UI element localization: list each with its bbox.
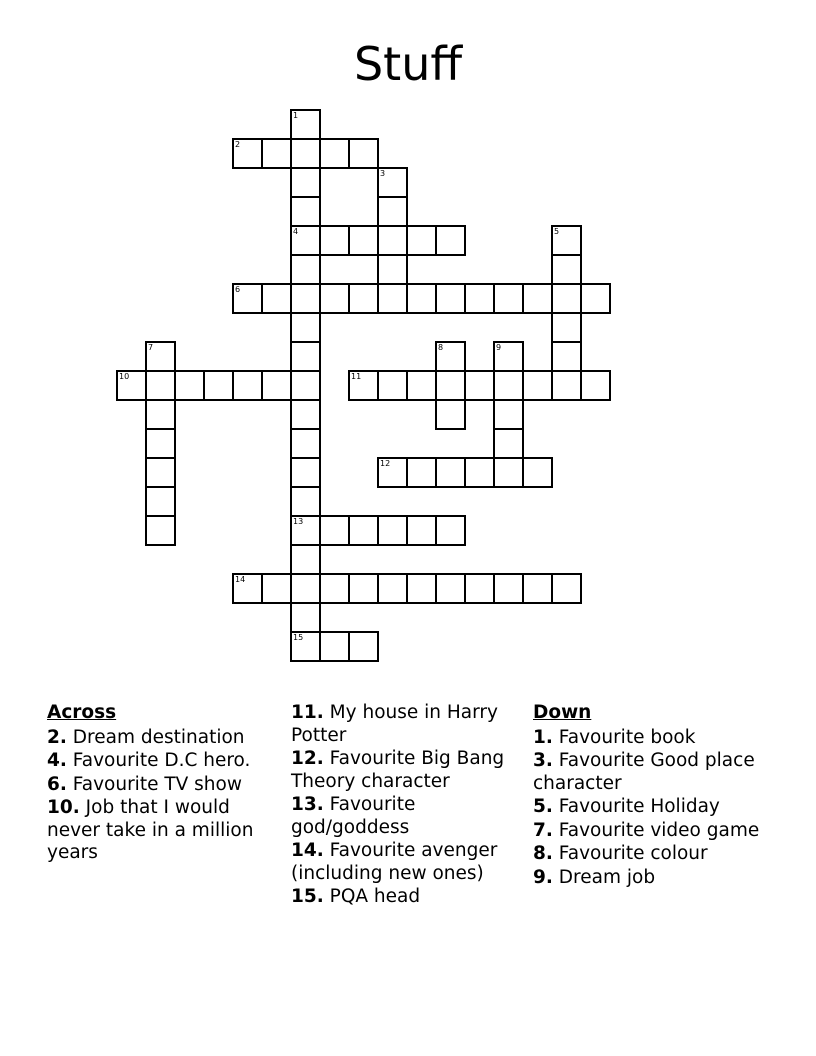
grid-cell[interactable] (551, 283, 582, 314)
grid-cell[interactable] (145, 370, 176, 401)
down-clues-column (533, 702, 773, 890)
grid-cell[interactable] (406, 457, 437, 488)
clue-number: 2 (235, 140, 241, 149)
grid-cell[interactable] (406, 573, 437, 604)
clue-item (533, 820, 773, 843)
clue-number: 4 (293, 227, 299, 236)
grid-cell[interactable] (232, 370, 263, 401)
grid-cell[interactable] (522, 573, 553, 604)
grid-cell[interactable] (493, 573, 524, 604)
grid-cell[interactable] (203, 370, 234, 401)
grid-cell[interactable] (290, 573, 321, 604)
clue-item-text: Favourite book (558, 726, 696, 748)
grid-cell[interactable] (319, 138, 350, 169)
grid-cell[interactable] (522, 457, 553, 488)
grid-cell[interactable] (551, 573, 582, 604)
clue-item-text: Dream job (558, 866, 656, 888)
grid-cell[interactable] (348, 138, 379, 169)
grid-cell[interactable] (377, 515, 408, 546)
grid-cell[interactable] (493, 457, 524, 488)
clue-number: 3 (380, 169, 386, 178)
grid-cell[interactable] (116, 370, 147, 401)
grid-cell[interactable] (232, 283, 263, 314)
clue-item-text: Favourite Good place character (533, 750, 755, 794)
grid-cell[interactable] (319, 515, 350, 546)
grid-cell[interactable] (377, 254, 408, 285)
clue-item-number: 10. (47, 797, 80, 818)
grid-cell[interactable] (348, 515, 379, 546)
grid-cell[interactable] (174, 370, 205, 401)
across-clues-column-2 (291, 702, 531, 910)
clue-number: 12 (380, 459, 391, 468)
across-heading: Across (47, 702, 117, 723)
clue-item-number: 7. (533, 819, 553, 841)
grid-cell[interactable] (493, 283, 524, 314)
clue-item-text: PQA head (329, 886, 421, 907)
grid-cell[interactable] (464, 457, 495, 488)
grid-cell[interactable] (377, 370, 408, 401)
grid-cell[interactable] (145, 428, 176, 459)
grid-cell[interactable] (290, 544, 321, 575)
grid-cell[interactable] (406, 515, 437, 546)
clue-item-number: 2. (47, 726, 67, 748)
grid-cell[interactable] (145, 515, 176, 546)
clue-item-number: 4. (47, 750, 67, 771)
clue-number: 5 (554, 227, 560, 236)
clue-item (291, 886, 531, 909)
clue-item-text: Favourite D.C hero. (72, 750, 251, 771)
clue-item-number: 8. (533, 843, 553, 864)
clue-number: 14 (235, 575, 246, 584)
grid-cell[interactable] (435, 283, 466, 314)
grid-cell[interactable] (348, 573, 379, 604)
grid-cell[interactable] (290, 486, 321, 517)
grid-cell[interactable] (290, 109, 321, 140)
grid-cell[interactable] (290, 631, 321, 662)
grid-cell[interactable] (232, 138, 263, 169)
clue-item-text: Favourite god/goddess (291, 794, 416, 838)
clue-item-number: 6. (47, 773, 67, 795)
grid-cell[interactable] (145, 341, 176, 372)
grid-cell[interactable] (290, 370, 321, 401)
grid-cell[interactable] (290, 225, 321, 256)
grid-cell[interactable] (406, 225, 437, 256)
clue-item-number: 9. (533, 866, 553, 888)
grid-cell[interactable] (493, 341, 524, 372)
grid-cell[interactable] (406, 283, 437, 314)
grid-cell[interactable] (493, 399, 524, 430)
clue-item-text: Dream destination (72, 726, 245, 748)
grid-cell[interactable] (377, 283, 408, 314)
clue-item-number: 14. (291, 840, 324, 861)
grid-cell[interactable] (145, 399, 176, 430)
clue-item (47, 750, 287, 773)
grid-cell[interactable] (493, 428, 524, 459)
grid-cell[interactable] (319, 631, 350, 662)
grid-cell[interactable] (435, 370, 466, 401)
grid-cell[interactable] (464, 283, 495, 314)
clue-item-number: 11. (291, 702, 324, 723)
grid-cell[interactable] (290, 602, 321, 633)
crossword-grid (117, 110, 639, 661)
grid-cell[interactable] (319, 225, 350, 256)
grid-cell[interactable] (377, 573, 408, 604)
clue-item-number: 3. (533, 750, 553, 771)
grid-cell[interactable] (464, 573, 495, 604)
clue-item (533, 750, 773, 795)
grid-cell[interactable] (261, 283, 292, 314)
grid-cell[interactable] (290, 457, 321, 488)
grid-cell[interactable] (290, 167, 321, 198)
clue-item-text: Favourite colour (558, 843, 708, 864)
grid-cell[interactable] (580, 370, 611, 401)
grid-cell[interactable] (435, 399, 466, 430)
grid-cell[interactable] (522, 370, 553, 401)
clue-item (291, 794, 531, 839)
grid-cell[interactable] (290, 254, 321, 285)
grid-cell[interactable] (348, 370, 379, 401)
clue-item (291, 748, 531, 793)
grid-cell[interactable] (435, 573, 466, 604)
grid-cell[interactable] (261, 138, 292, 169)
clue-item-text: Favourite Big Bang Theory character (291, 748, 505, 792)
grid-cell[interactable] (551, 341, 582, 372)
clue-item (533, 867, 773, 890)
down-heading: Down (533, 702, 592, 723)
clue-item (533, 843, 773, 866)
clue-item (533, 727, 773, 750)
grid-cell[interactable] (319, 573, 350, 604)
clue-item (533, 796, 773, 819)
clue-item-number: 13. (291, 794, 324, 815)
grid-cell[interactable] (290, 399, 321, 430)
grid-cell[interactable] (232, 573, 263, 604)
grid-cell[interactable] (348, 225, 379, 256)
grid-cell[interactable] (551, 225, 582, 256)
clue-item (47, 774, 287, 797)
grid-cell[interactable] (551, 312, 582, 343)
grid-cell[interactable] (551, 254, 582, 285)
clue-item-text: Favourite video game (558, 819, 760, 841)
clue-item-text: Job that I would never take in a million years (47, 797, 254, 863)
grid-cell[interactable] (290, 428, 321, 459)
grid-cell[interactable] (348, 283, 379, 314)
clue-number: 6 (235, 285, 241, 294)
across-clues-column-1 (47, 702, 287, 866)
grid-cell[interactable] (464, 370, 495, 401)
clue-item (47, 797, 287, 865)
grid-cell[interactable] (435, 457, 466, 488)
grid-cell[interactable] (377, 196, 408, 227)
grid-cell[interactable] (493, 370, 524, 401)
clue-item (291, 702, 531, 747)
grid-cell[interactable] (145, 457, 176, 488)
grid-cell[interactable] (290, 341, 321, 372)
puzzle-title: Stuff (353, 37, 463, 91)
clue-item-number: 12. (291, 748, 324, 769)
clue-number: 10 (119, 372, 130, 381)
grid-cell[interactable] (290, 283, 321, 314)
grid-cell[interactable] (348, 631, 379, 662)
grid-cell[interactable] (522, 283, 553, 314)
grid-cell[interactable] (261, 573, 292, 604)
grid-cell[interactable] (435, 225, 466, 256)
grid-cell[interactable] (435, 515, 466, 546)
clue-item-text: Favourite Holiday (558, 796, 720, 817)
grid-cell[interactable] (377, 457, 408, 488)
grid-cell[interactable] (406, 370, 437, 401)
grid-cell[interactable] (551, 370, 582, 401)
clue-item-number: 5. (533, 796, 553, 817)
grid-cell[interactable] (290, 312, 321, 343)
clue-number: 9 (496, 343, 502, 352)
clue-item-text: My house in Harry Potter (291, 702, 498, 746)
clue-number: 7 (148, 343, 154, 352)
clue-item (291, 840, 531, 885)
clue-item-text: Favourite avenger (including new ones) (291, 840, 498, 884)
grid-cell[interactable] (319, 283, 350, 314)
clue-item-text: Favourite TV show (72, 773, 242, 795)
grid-cell[interactable] (580, 283, 611, 314)
grid-cell[interactable] (290, 515, 321, 546)
clue-number: 11 (351, 372, 362, 381)
grid-cell[interactable] (290, 138, 321, 169)
grid-cell[interactable] (377, 225, 408, 256)
clue-number: 15 (293, 633, 304, 642)
clue-item (47, 727, 287, 750)
clue-number: 1 (293, 111, 299, 120)
grid-cell[interactable] (261, 370, 292, 401)
grid-cell[interactable] (435, 341, 466, 372)
grid-cell[interactable] (377, 167, 408, 198)
grid-cell[interactable] (145, 486, 176, 517)
clue-item-number: 1. (533, 726, 553, 748)
grid-cell[interactable] (290, 196, 321, 227)
clue-number: 8 (438, 343, 444, 352)
clue-item-number: 15. (291, 886, 324, 907)
clue-number: 13 (293, 517, 304, 526)
